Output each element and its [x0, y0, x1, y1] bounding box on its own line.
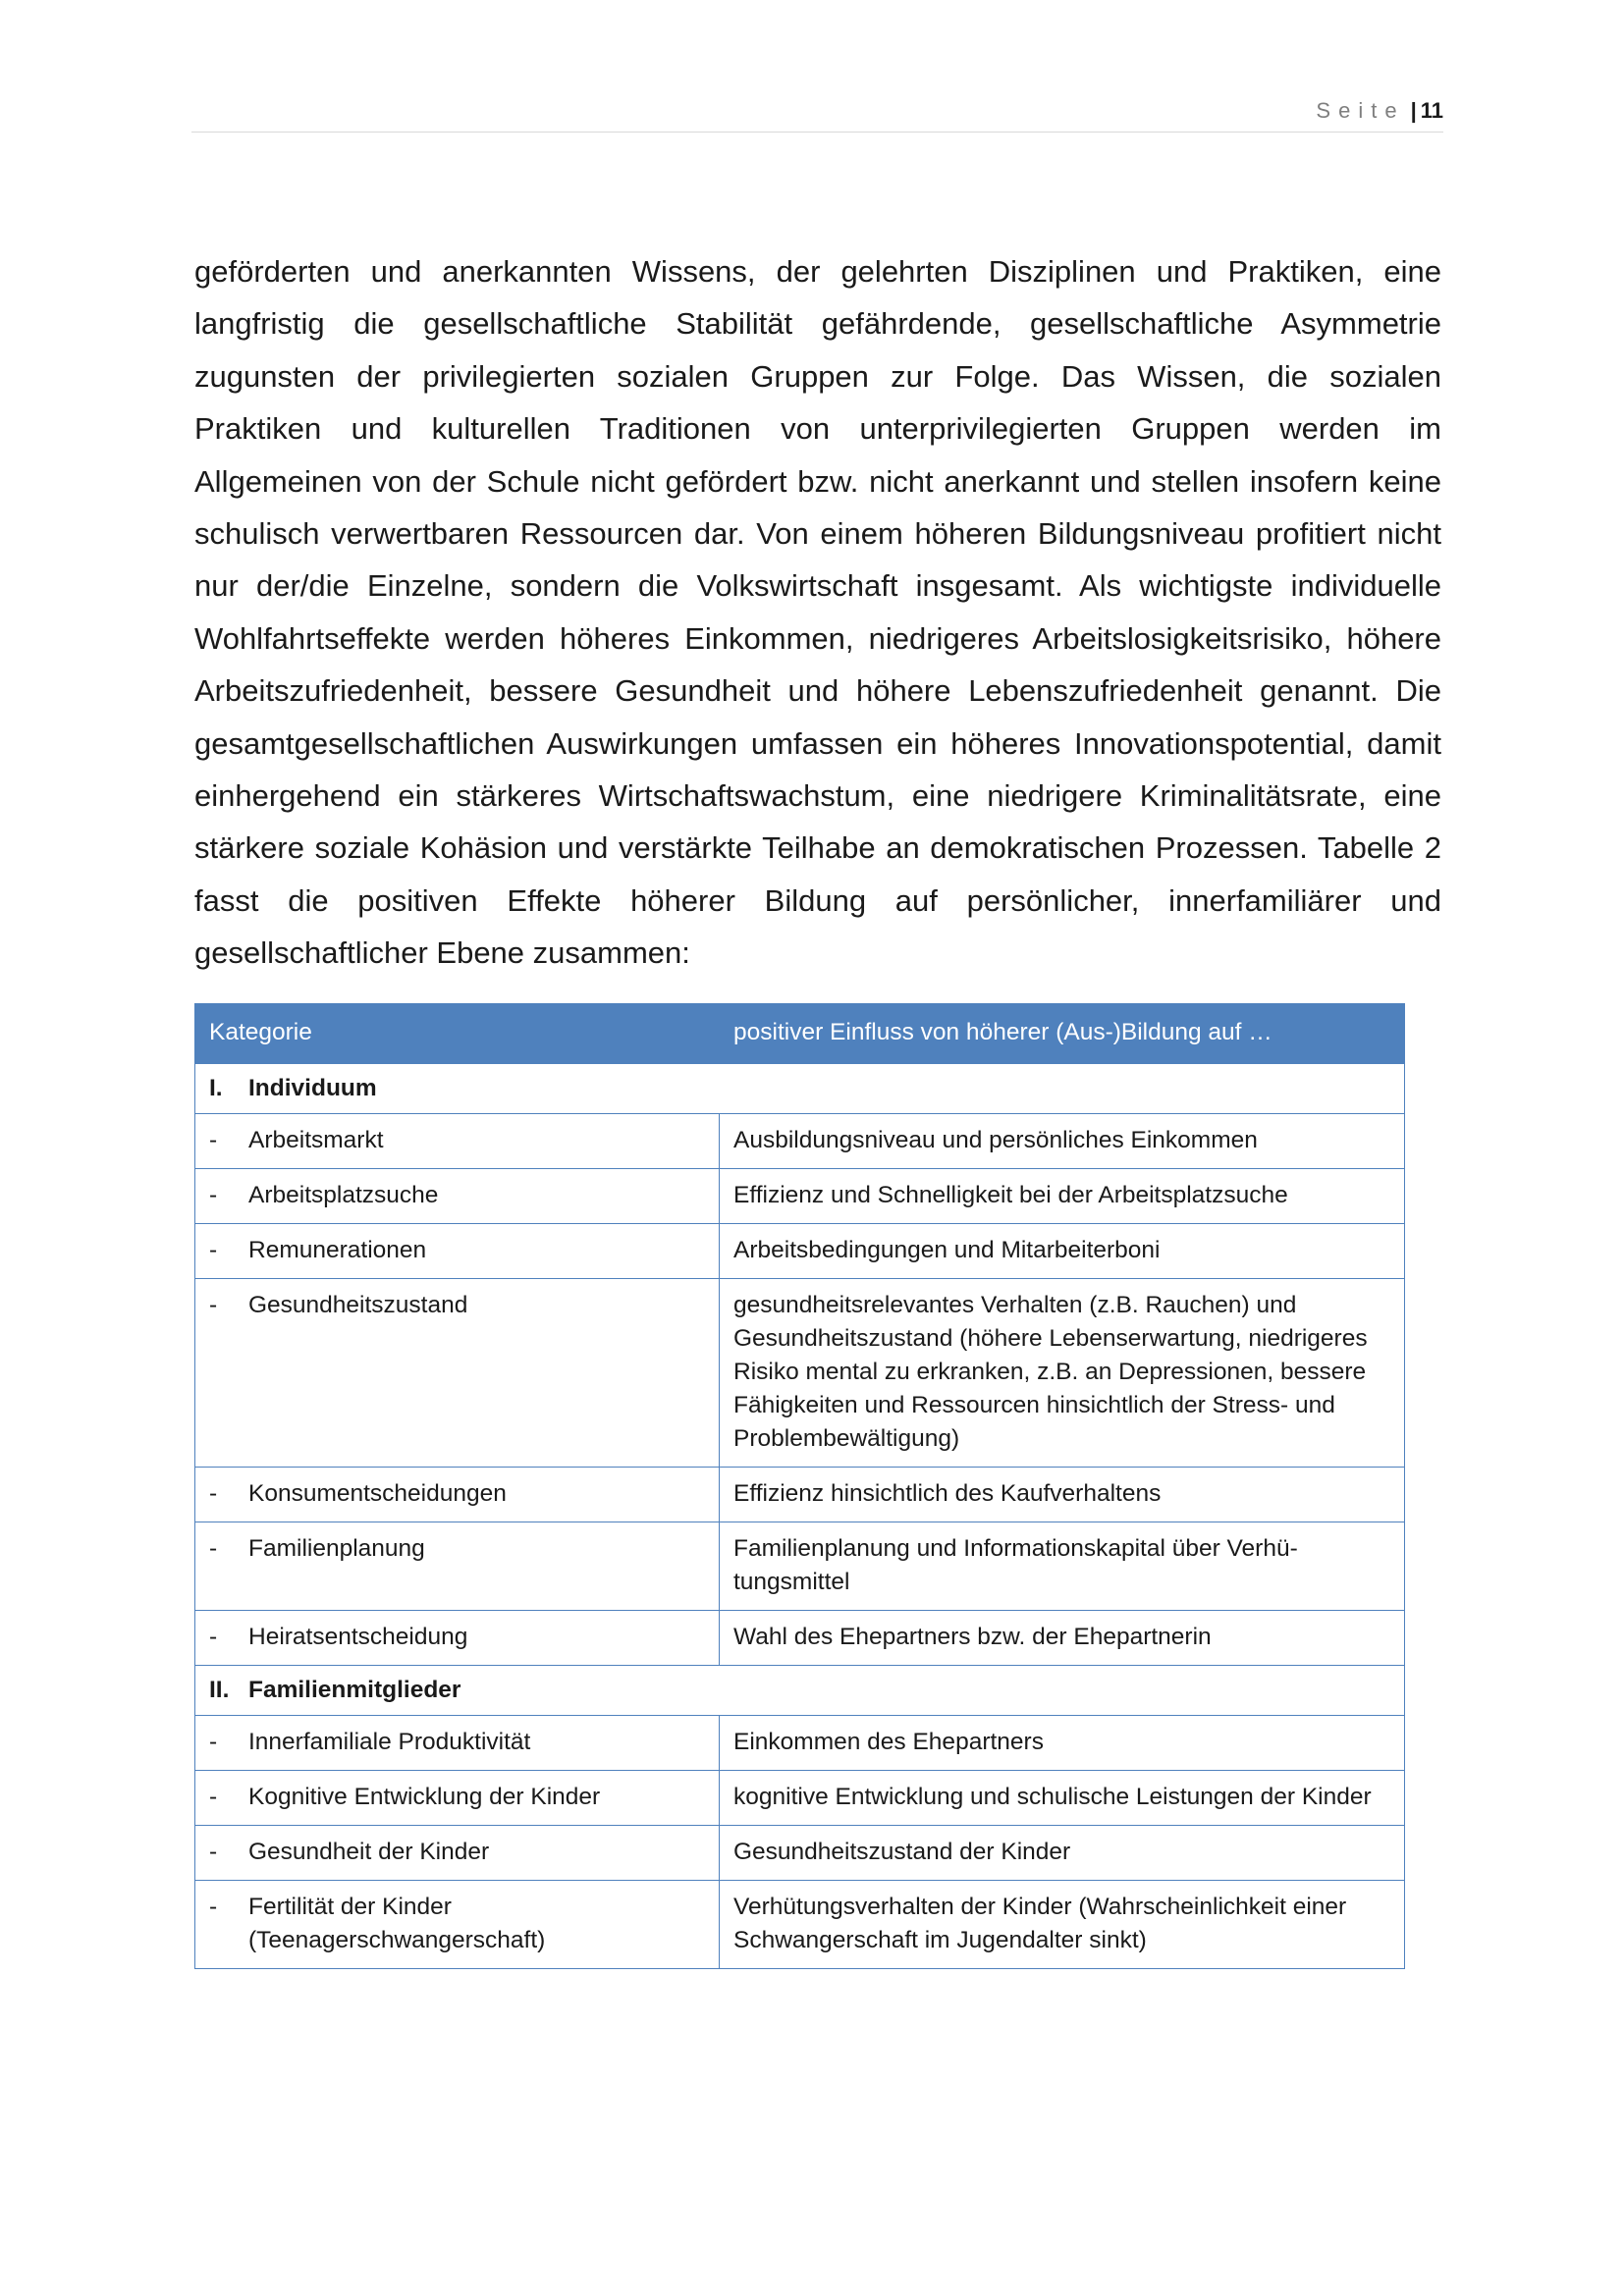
- page-number-label: [1316, 98, 1443, 124]
- category-text: Kognitive Entwicklung der Kinder: [248, 1784, 601, 1810]
- table-row: [195, 1114, 1405, 1169]
- section-title: Individuum: [248, 1075, 377, 1101]
- category-text: Innerfamiliale Produktivität: [248, 1729, 531, 1755]
- table-row: [195, 1224, 1405, 1279]
- table-section-row: [195, 1064, 1405, 1114]
- page-label: Seite: [1316, 98, 1405, 123]
- category-cell: [195, 1522, 720, 1611]
- page-header: [191, 96, 1443, 133]
- row-marker: -: [209, 1729, 218, 1755]
- education-effects-table: [194, 1003, 1405, 1969]
- row-marker: -: [209, 1894, 218, 1920]
- row-marker: -: [209, 1237, 218, 1263]
- section-marker: II.: [209, 1677, 230, 1703]
- category-cell: [195, 1468, 720, 1522]
- influence-cell: gesundheitsrelevantes Verhalten (z.B. Rauchen) und Gesundheitszustand (höhere Lebenserwartung, niedrigeres Risiko mental zu erkranken, z.B. an Depressionen, bessere Fähigkeiten und Ressourcen hinsichtlich der Stress- und Problembewältigung): [720, 1279, 1405, 1468]
- row-marker: -: [209, 1839, 218, 1865]
- table-section-row: [195, 1666, 1405, 1716]
- category-cell: [195, 1169, 720, 1224]
- table-row: [195, 1611, 1405, 1666]
- category-cell: [195, 1224, 720, 1279]
- table-row: [195, 1468, 1405, 1522]
- category-cell: [195, 1826, 720, 1881]
- table-row: [195, 1881, 1405, 1969]
- category-text: Fertilität der Kinder (Teenagerschwangerschaft): [248, 1894, 546, 1953]
- influence-cell: Einkommen des Ehepartners: [720, 1716, 1405, 1771]
- table-body: [195, 1064, 1405, 1969]
- section-title: Familienmitglieder: [248, 1677, 461, 1703]
- category-text: Arbeitsplatzsuche: [248, 1182, 439, 1208]
- section-cell: [195, 1064, 1405, 1114]
- category-text: Konsumentscheidungen: [248, 1480, 507, 1507]
- influence-cell: Familienplanung und Informationskapital über Verhü-tungsmittel: [720, 1522, 1405, 1611]
- table-row: [195, 1522, 1405, 1611]
- category-text: Remunerationen: [248, 1237, 427, 1263]
- influence-cell: kognitive Entwicklung und schulische Leistungen der Kinder: [720, 1771, 1405, 1826]
- influence-cell: Effizienz und Schnelligkeit bei der Arbeitsplatzsuche: [720, 1169, 1405, 1224]
- body-paragraph: geförderten und anerkannten Wissens, der gelehrten Disziplinen und Praktiken, eine langfristig die gesellschaftliche Stabilität gefährdende, gesellschaftliche Asymmetrie zugunsten der privilegierten sozialen Gruppen zur Folge. Das Wissen, die sozialen Praktiken und kulturellen Traditionen von unterprivilegierten Gruppen werden im Allgemeinen von der Schule nicht gefördert bzw. nicht anerkannt und stellen insofern keine schulisch verwertbaren Ressourcen dar. Von einem höheren Bildungsniveau profitiert nicht nur der/die Einzelne, sondern die Volkswirtschaft insgesamt. Als wichtigste individuelle Wohlfahrtseffekte werden höheres Einkommen, niedrigeres Arbeitslosigkeitsrisiko, höhere Arbeitszufriedenheit, bessere Gesundheit und höhere Lebenszufriedenheit genannt. Die gesamtgesellschaftlichen Auswirkungen umfassen ein höheres Innovationspotential, damit einhergehend ein stärkeres Wirtschaftswachstum, eine niedrigere Kriminalitätsrate, eine stärkere soziale Kohäsion und verstärkte Teilhabe an demokratischen Prozessen. Tabelle 2 fasst die positiven Effekte höherer Bildung auf persönlicher, innerfamiliärer und gesellschaftlicher Ebene zusammen:: [194, 254, 1441, 971]
- category-cell: [195, 1279, 720, 1468]
- row-marker: -: [209, 1127, 218, 1153]
- influence-cell: Effizienz hinsichtlich des Kaufverhaltens: [720, 1468, 1405, 1522]
- category-cell: [195, 1881, 720, 1969]
- header-separator: |: [1410, 98, 1417, 123]
- row-marker: -: [209, 1480, 218, 1507]
- section-marker: I.: [209, 1075, 223, 1101]
- row-marker: -: [209, 1535, 218, 1562]
- category-text: Gesundheit der Kinder: [248, 1839, 490, 1865]
- influence-cell: Verhütungsverhalten der Kinder (Wahrscheinlichkeit einer Schwangerschaft im Jugendalter sinkt): [720, 1881, 1405, 1969]
- table-row: [195, 1826, 1405, 1881]
- category-cell: [195, 1611, 720, 1666]
- influence-cell: Gesundheitszustand der Kinder: [720, 1826, 1405, 1881]
- table-header-row: [195, 1004, 1405, 1064]
- table-row: [195, 1279, 1405, 1468]
- row-marker: -: [209, 1292, 218, 1318]
- header-category: Kategorie: [195, 1004, 720, 1064]
- influence-cell: Wahl des Ehepartners bzw. der Ehepartnerin: [720, 1611, 1405, 1666]
- row-marker: -: [209, 1784, 218, 1810]
- influence-cell: Arbeitsbedingungen und Mitarbeiterboni: [720, 1224, 1405, 1279]
- influence-cell: Ausbildungsniveau und persönliches Einkommen: [720, 1114, 1405, 1169]
- category-text: Familienplanung: [248, 1535, 425, 1562]
- table-row: [195, 1169, 1405, 1224]
- page-number: 11: [1420, 98, 1443, 123]
- category-text: Heiratsentscheidung: [248, 1624, 468, 1650]
- table-row: [195, 1716, 1405, 1771]
- section-cell: [195, 1666, 1405, 1716]
- header-influence: positiver Einfluss von höherer (Aus-)Bildung auf …: [720, 1004, 1405, 1064]
- row-marker: -: [209, 1624, 218, 1650]
- category-cell: [195, 1771, 720, 1826]
- category-text: Arbeitsmarkt: [248, 1127, 384, 1153]
- category-cell: [195, 1716, 720, 1771]
- table-row: [195, 1771, 1405, 1826]
- category-cell: [195, 1114, 720, 1169]
- category-text: Gesundheitszustand: [248, 1292, 468, 1318]
- row-marker: -: [209, 1182, 218, 1208]
